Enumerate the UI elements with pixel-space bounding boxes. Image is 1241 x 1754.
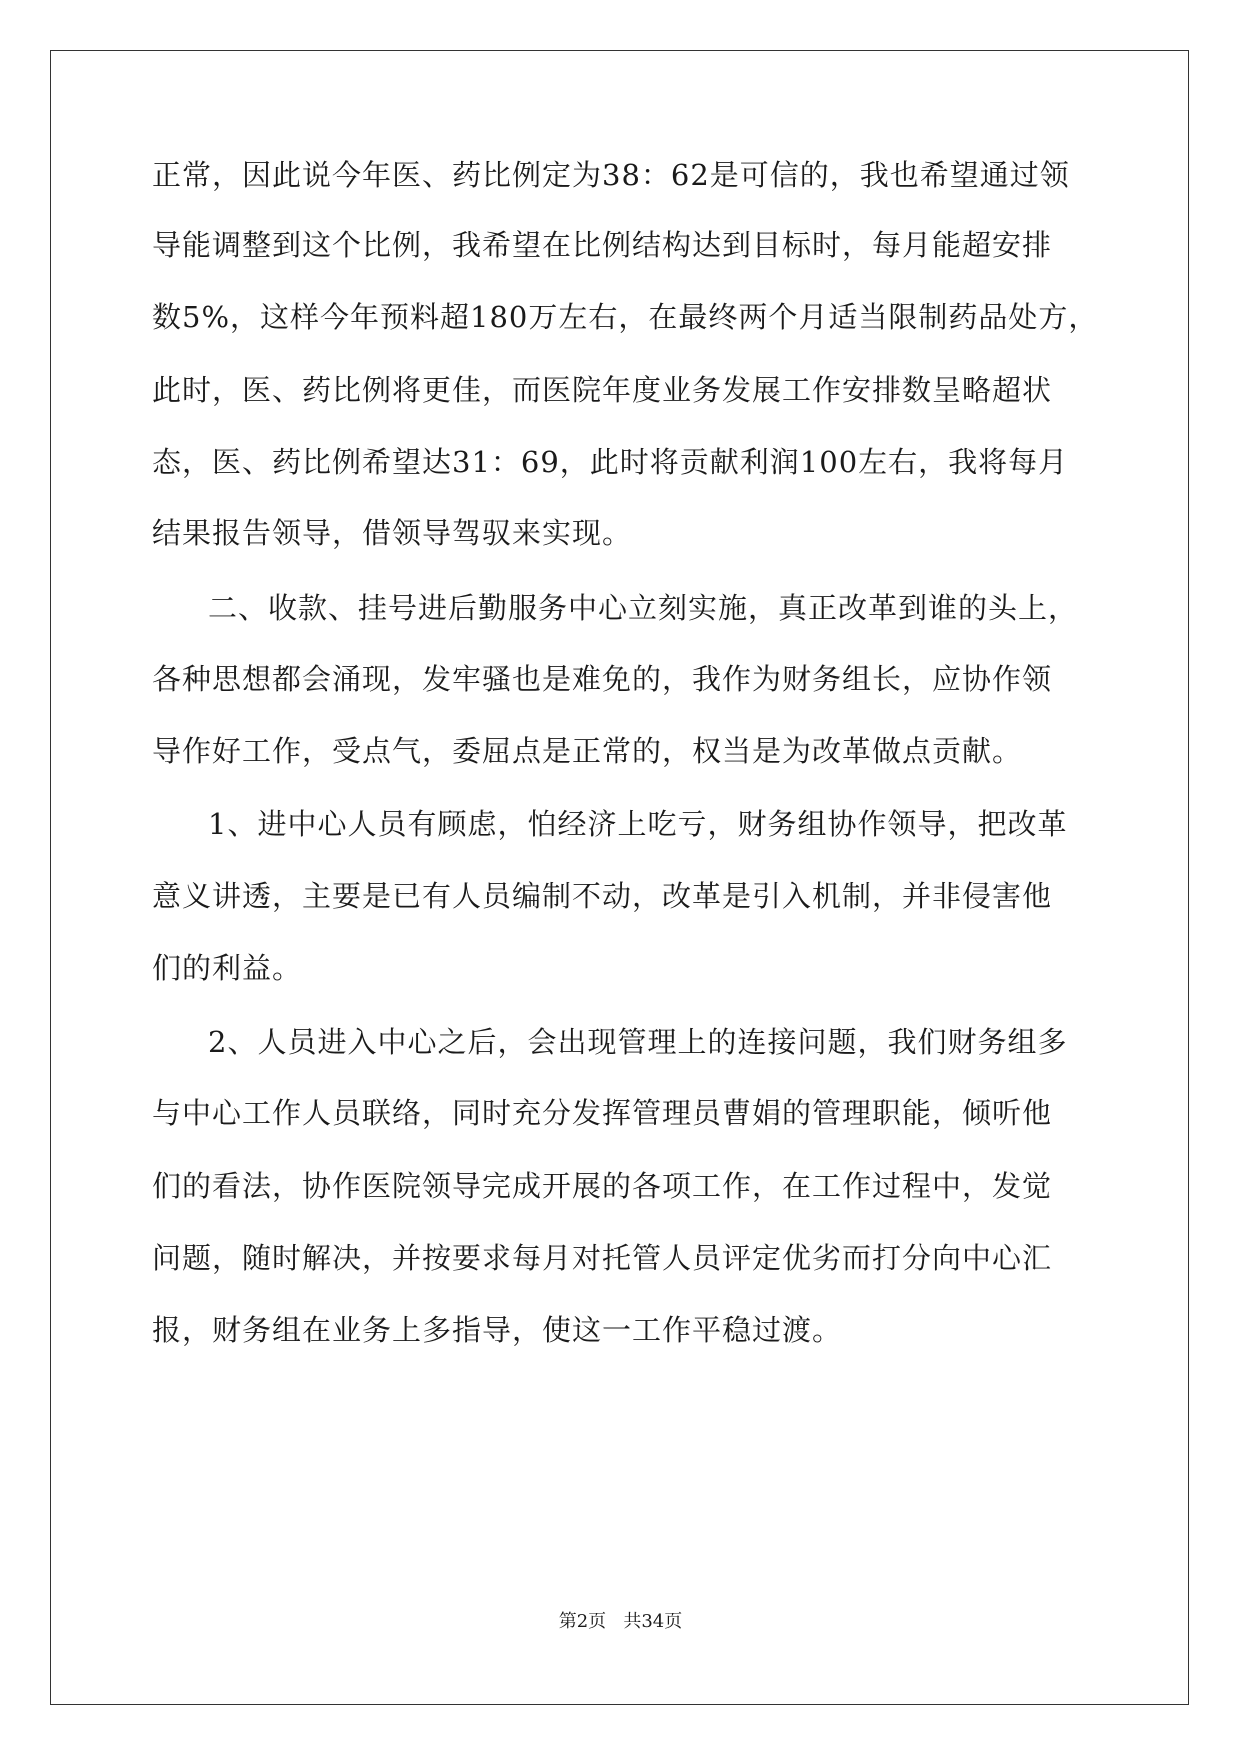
paragraph-start-line: 2、人员进入中心之后，会出现管理上的连接问题，我们财务组多: [208, 1025, 1068, 1059]
text-line: 与中心工作人员联络，同时充分发挥管理员曹娟的管理职能，倾听他: [152, 1096, 1053, 1130]
page-number-footer: 第2页 共34页: [558, 1611, 683, 1632]
text-line: 们的利益。: [152, 951, 303, 985]
paragraph-start-line: 1、进中心人员有顾虑，怕经济上吃亏，财务组协作领导，把改革: [208, 807, 1068, 841]
text-line: 们的看法，协作医院领导完成开展的各项工作，在工作过程中，发觉: [152, 1169, 1053, 1203]
text-line: 态，医、药比例希望达31：69，此时将贡献利润100左右，我将每月: [152, 445, 1069, 479]
text-line: 问题，随时解决，并按要求每月对托管人员评定优劣而打分向中心汇: [152, 1241, 1053, 1275]
text-line: 意义讲透，主要是已有人员编制不动，改革是引入机制，并非侵害他: [152, 879, 1053, 913]
text-line: 结果报告领导，借领导驾驭来实现。: [152, 516, 633, 550]
text-line: 导作好工作，受点气，委屈点是正常的，权当是为改革做点贡献。: [152, 734, 1023, 768]
text-line: 数5%，这样今年预料超180万左右，在最终两个月适当限制药品处方，: [152, 300, 1099, 334]
paragraph-start-line: 二、收款、挂号进后勤服务中心立刻实施，真正改革到谁的头上，: [208, 591, 1079, 625]
text-line: 此时，医、药比例将更佳，而医院年度业务发展工作安排数呈略超状: [152, 373, 1053, 407]
text-line: 导能调整到这个比例，我希望在比例结构达到目标时，每月能超安排: [152, 228, 1053, 262]
text-line: 报，财务组在业务上多指导，使这一工作平稳过渡。: [152, 1313, 843, 1347]
text-line: 各种思想都会涌现，发牢骚也是难免的，我作为财务组长，应协作领: [152, 662, 1053, 696]
text-line: 正常，因此说今年医、药比例定为38：62是可信的，我也希望通过领: [152, 158, 1070, 192]
